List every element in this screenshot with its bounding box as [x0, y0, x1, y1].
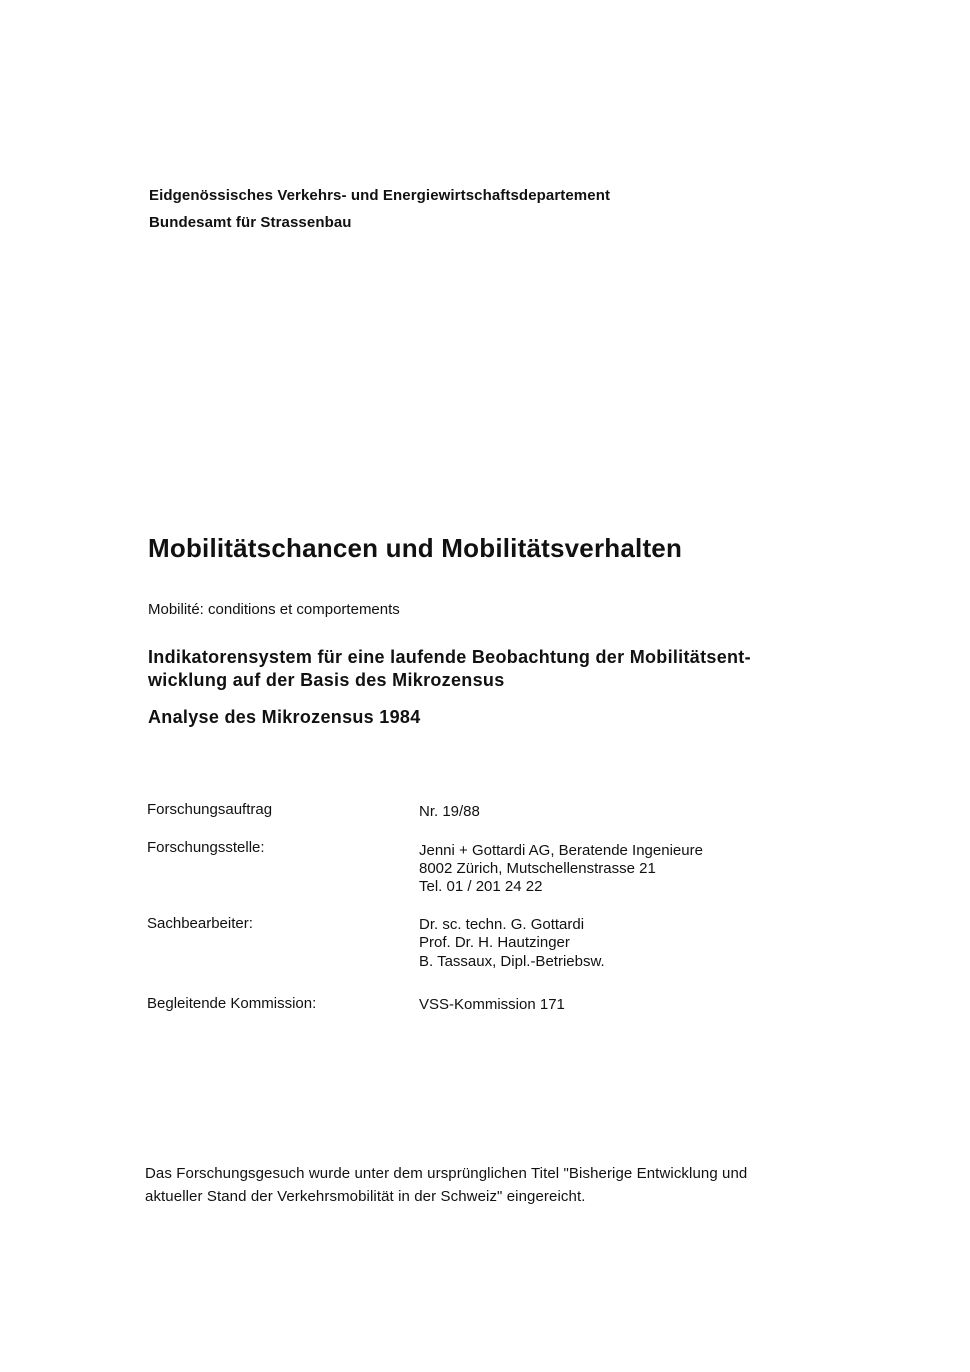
- note-line-1: Das Forschungsgesuch wurde unter dem ursprünglichen Titel "Bisherige Entwicklung und: [145, 1165, 748, 1182]
- forschungsstelle-phone: Tel. 01 / 201 24 22: [419, 878, 543, 895]
- forschungsstelle-company: Jenni + Gottardi AG, Beratende Ingenieure: [419, 842, 703, 859]
- main-title: Mobilitätschancen und Mobilitätsverhalten: [148, 533, 683, 563]
- kommission-label: Begleitende Kommission:: [147, 995, 317, 1012]
- forschungsauftrag-value: Nr. 19/88: [419, 803, 480, 820]
- office-name: Bundesamt für Strassenbau: [149, 214, 352, 231]
- french-subtitle: Mobilité: conditions et comportements: [148, 601, 400, 618]
- sachbearbeiter-name: Prof. Dr. H. Hautzinger: [419, 934, 570, 951]
- forschungsstelle-address: 8002 Zürich, Mutschellenstrasse 21: [419, 860, 656, 877]
- department-name: Eidgenössisches Verkehrs- und Energiewirtschaftsdepartement: [149, 187, 611, 204]
- sachbearbeiter-name: B. Tassaux, Dipl.-Betriebsw.: [419, 953, 605, 970]
- sachbearbeiter-name: Dr. sc. techn. G. Gottardi: [419, 916, 585, 933]
- subtitle-line-2: wicklung auf der Basis des Mikrozensus: [148, 670, 505, 690]
- sachbearbeiter-label: Sachbearbeiter:: [147, 915, 253, 932]
- kommission-value: VSS-Kommission 171: [419, 996, 565, 1013]
- forschungsstelle-label: Forschungsstelle:: [147, 839, 265, 856]
- analysis-title: Analyse des Mikrozensus 1984: [148, 707, 421, 727]
- note-line-2: aktueller Stand der Verkehrsmobilität in der Schweiz" eingereicht.: [145, 1188, 586, 1205]
- forschungsauftrag-label: Forschungsauftrag: [147, 801, 273, 818]
- subtitle-line-1: Indikatorensystem für eine laufende Beobachtung der Mobilitätsent-: [148, 647, 751, 667]
